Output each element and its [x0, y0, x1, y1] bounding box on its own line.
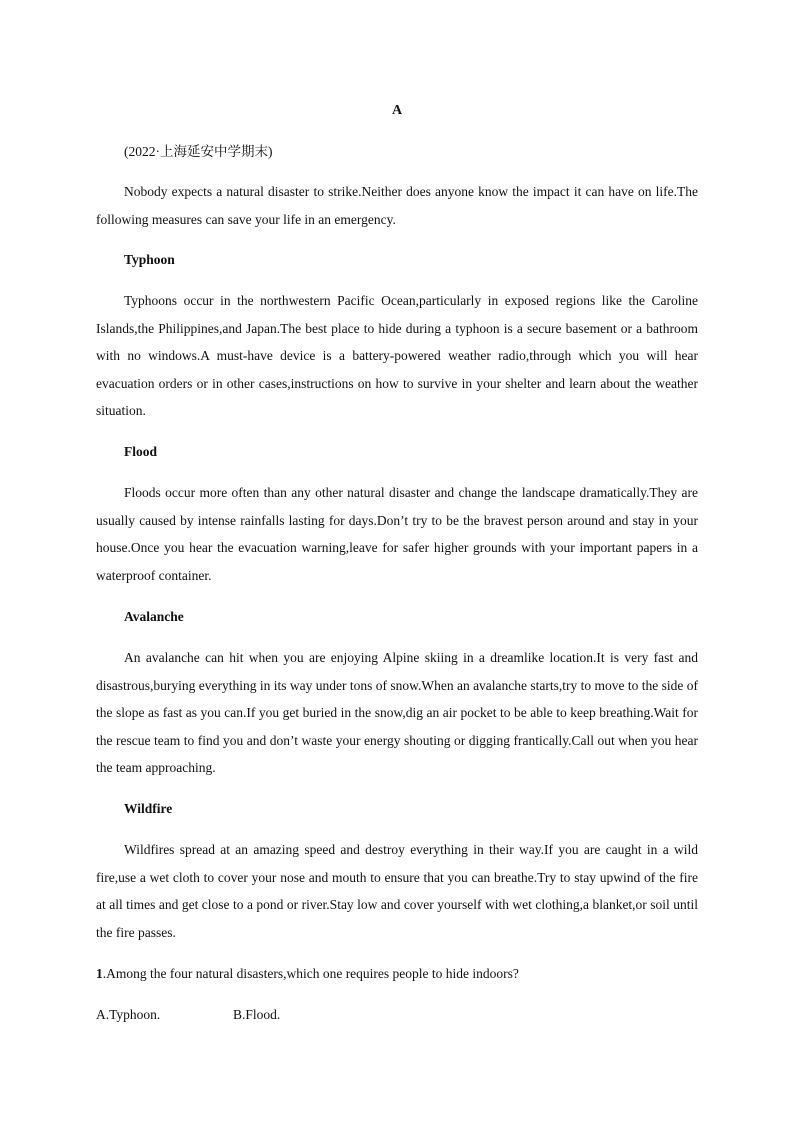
section-text-wildfire: Wildfires spread at an amazing speed and destroy everything in their way.If you are caught in a wild fire,use a wet cloth to cover your nose and mouth to ensure that you can breathe.Try to stay upwind of the fire at all times and get close to a pond or river.Stay low and cover yourself with wet clothing,a blanket,or soil until the fire passes. [96, 842, 698, 940]
section-text-typhoon: Typhoons occur in the northwestern Pacific Ocean,particularly in exposed regions like the Caroline Islands,the Philippines,and Japan.The best place to hide during a typhoon is a secure basement or a bathroom with no windows.A must-have device is a battery-powered weather radio,through which you will hear evacuation orders or in other cases,instructions on how to survive in your shelter and learn about the weather situation. [96, 293, 698, 419]
document-page [96, 0, 698, 1123]
section-heading-wildfire: Wildfire [124, 801, 173, 816]
section-text-avalanche: An avalanche can hit when you are enjoying Alpine skiing in a dreamlike location.It is very fast and disastrous,burying everything in its way under tons of snow.When an avalanche starts,try to move to the side of the slope as fast as you can.If you get buried in the snow,dig an air pocket to be able to keep breathing.Wait for the rescue team to find you and don’t waste your energy shouting or digging frantically.Call out when you hear the team approaching. [96, 650, 698, 776]
question-1 [96, 964, 519, 984]
question-text: .Among the four natural disasters,which one requires people to hide indoors? [102, 966, 519, 981]
question-number: 1 [96, 966, 103, 981]
section-heading-avalanche: Avalanche [124, 609, 184, 624]
passage-title: A [391, 103, 403, 118]
option-a[interactable]: A.Typhoon. [96, 1007, 161, 1022]
intro-paragraph: Nobody expects a natural disaster to strike.Neither does anyone know the impact it can have on life.The following measures can save your life in an emergency. [96, 184, 698, 227]
section-text-flood: Floods occur more often than any other natural disaster and change the landscape dramatically.They are usually caused by intense rainfalls lasting for days.Don’t try to be the bravest person around and stay in your house.Once you hear the evacuation warning,leave for safer higher grounds with your important papers in a waterproof container. [96, 485, 698, 583]
section-heading-flood: Flood [124, 444, 158, 459]
source-note: (2022·上海延安中学期末) [124, 144, 273, 159]
section-heading-typhoon: Typhoon [124, 252, 175, 267]
answer-options [96, 1005, 370, 1025]
option-b[interactable]: B.Flood. [233, 1007, 281, 1022]
